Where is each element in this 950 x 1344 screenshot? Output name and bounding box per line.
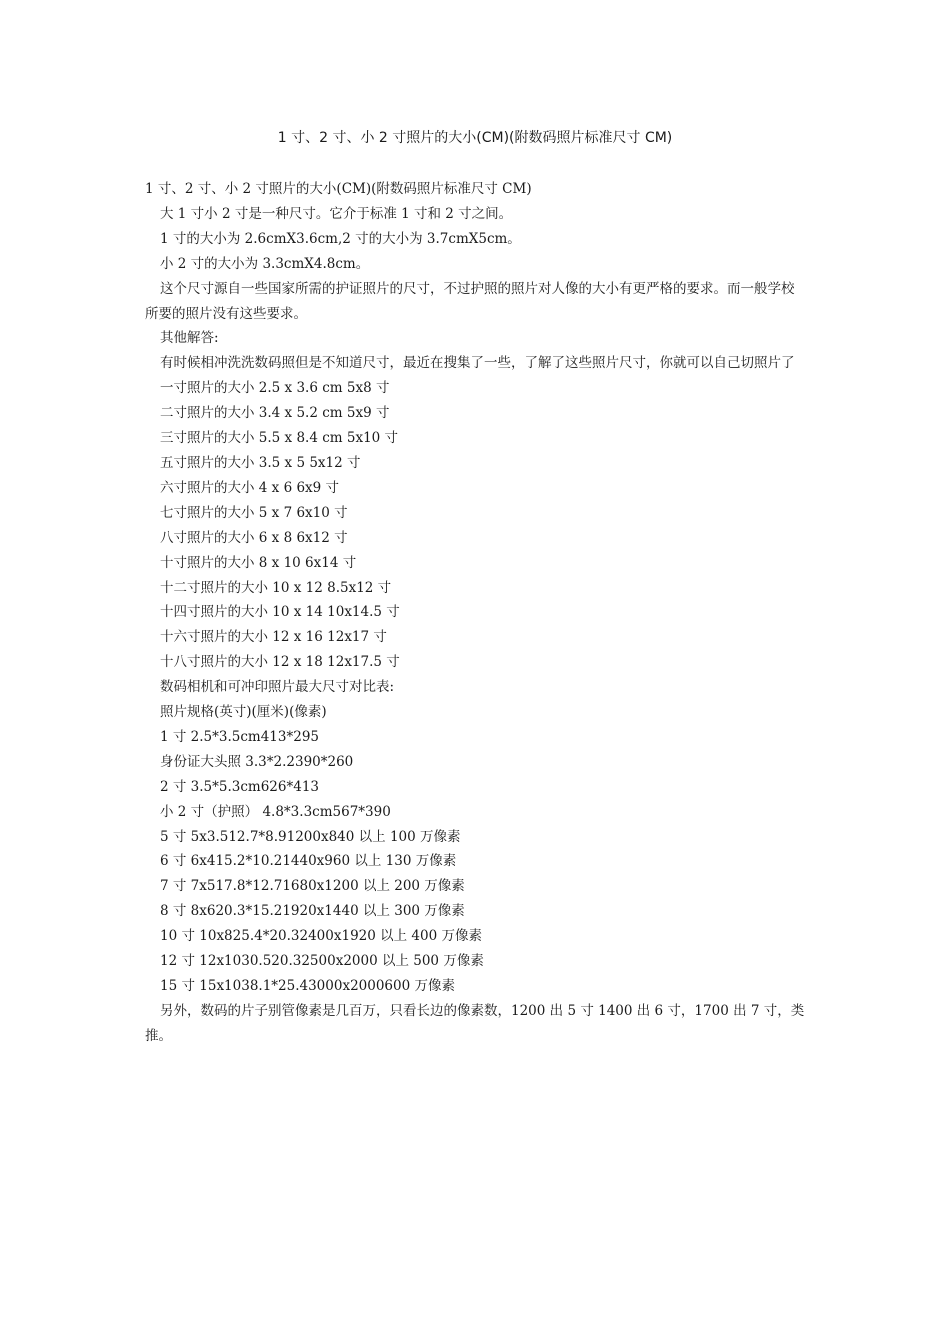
document-line: 六寸照片的大小 4 x 6 6x9 寸 (160, 479, 340, 496)
document-line: 1 寸、2 寸、小 2 寸照片的大小(CM)(附数码照片标准尺寸 CM) (145, 181, 532, 197)
document-line: 其他解答: (160, 330, 219, 347)
document-line: 十六寸照片的大小 12 x 16 12x17 寸 (160, 629, 387, 646)
document-line: 七寸照片的大小 5 x 7 6x10 寸 (160, 504, 348, 521)
document-line: 15 寸 15x1038.1*25.43000x2000600 万像素 (160, 978, 455, 994)
document-line: 数码相机和可冲印照片最大尺寸对比表: (160, 679, 395, 696)
document-title: 1 寸、2 寸、小 2 寸照片的大小(CM)(附数码照片标准尺寸 CM) (277, 130, 673, 146)
document-line: 12 寸 12x1030.520.32500x2000 以上 500 万像素 (160, 953, 484, 970)
document-line: 6 寸 6x415.2*10.21440x960 以上 130 万像素 (160, 853, 457, 870)
document-line: 5 寸 5x3.512.7*8.91200x840 以上 100 万像素 (160, 828, 461, 845)
document-line: 这个尺寸源自一些国家所需的护证照片的尺寸，不过护照的照片对人像的大小有更严格的要求。而一般学校所要的照片没有这些要求。 (145, 280, 795, 322)
document-line: 十寸照片的大小 8 x 10 6x14 寸 (160, 554, 357, 571)
document-line: 大 1 寸小 2 寸是一种尺寸。它介于标准 1 寸和 2 寸之间。 (160, 205, 513, 222)
document-line: 8 寸 8x620.3*15.21920x1440 以上 300 万像素 (160, 903, 465, 920)
document-line: 十二寸照片的大小 10 x 12 8.5x12 寸 (160, 579, 392, 596)
document-line: 八寸照片的大小 6 x 8 6x12 寸 (160, 529, 348, 546)
document-line: 三寸照片的大小 5.5 x 8.4 cm 5x10 寸 (160, 430, 399, 447)
document-line: 1 寸 2.5*3.5cm413*295 (160, 728, 320, 745)
document-line: 二寸照片的大小 3.4 x 5.2 cm 5x9 寸 (160, 405, 390, 422)
document-line: 另外，数码的片子别管像素是几百万，只看长边的像素数，1200 出 5 寸 1400 出 6 寸，1700 出 7 寸，类推。 (145, 1002, 805, 1044)
document-line: 一寸照片的大小 2.5 x 3.6 cm 5x8 寸 (160, 380, 390, 397)
document-line: 十四寸照片的大小 10 x 14 10x14.5 寸 (160, 604, 400, 621)
document-line: 身份证大头照 3.3*2.2390*260 (160, 753, 354, 770)
document-line: 照片规格(英寸)(厘米)(像素) (160, 704, 327, 721)
document-line: 小 2 寸的大小为 3.3cmX4.8cm。 (160, 255, 370, 272)
document-line: 有时候相冲洗洗数码照但是不知道尺寸，最近在搜集了一些，了解了这些照片尺寸，你就可以自己切照片了 (160, 355, 795, 372)
document-line: 1 寸的大小为 2.6cmX3.6cm,2 寸的大小为 3.7cmX5cm。 (160, 230, 521, 247)
document-line: 7 寸 7x517.8*12.71680x1200 以上 200 万像素 (160, 878, 465, 895)
document-line: 2 寸 3.5*5.3cm626*413 (160, 778, 320, 795)
document-body (145, 177, 805, 1049)
document-line: 10 寸 10x825.4*20.32400x1920 以上 400 万像素 (160, 928, 482, 945)
document-line: 五寸照片的大小 3.5 x 5 5x12 寸 (160, 454, 361, 471)
document-line: 小 2 寸（护照） 4.8*3.3cm567*390 (160, 803, 391, 820)
document-line: 十八寸照片的大小 12 x 18 12x17.5 寸 (160, 654, 400, 671)
